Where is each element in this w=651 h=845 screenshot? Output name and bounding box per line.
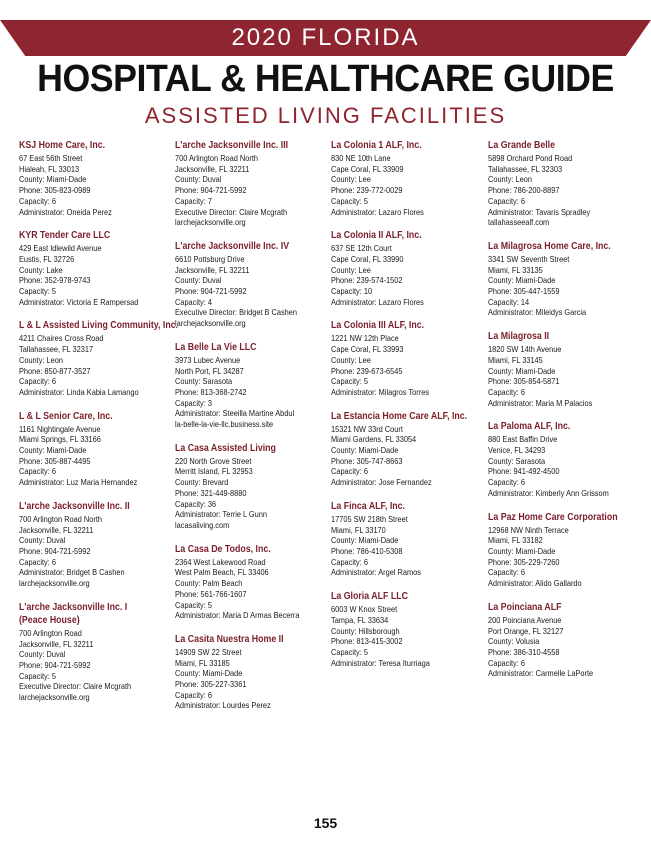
facility-detail-line: 6003 W Knox Street bbox=[331, 604, 398, 615]
facility-detail-line: Administrator: Argel Ramos bbox=[331, 567, 421, 578]
facility-entry bbox=[331, 591, 483, 668]
facility-name: KYR Tender Care LLC bbox=[19, 230, 111, 242]
facility-name: La Casita Nuestra Home II bbox=[175, 633, 284, 645]
listing-column-2 bbox=[175, 140, 327, 724]
facility-name: La Finca ALF, Inc. bbox=[331, 500, 406, 512]
facility-name: L'arche Jacksonville Inc. II bbox=[19, 500, 130, 512]
facility-detail-line: Phone: 786-410-5308 bbox=[331, 545, 403, 556]
facility-detail-line: Capacity: 14 bbox=[488, 296, 530, 307]
facility-detail-line: Tallahassee, FL 32303 bbox=[488, 163, 563, 174]
facility-detail-line: Phone: 904-721-5992 bbox=[19, 659, 91, 670]
facility-entry bbox=[488, 512, 640, 589]
facility-detail-line: larchejacksonville.org bbox=[19, 692, 90, 703]
facility-detail-line: Capacity: 6 bbox=[488, 657, 525, 668]
facility-entry bbox=[488, 602, 640, 679]
facility-detail-line: County: Duval bbox=[175, 275, 222, 286]
listing-column-1 bbox=[19, 140, 179, 716]
facility-detail-line: County: Miami-Dade bbox=[19, 445, 87, 456]
facility-detail-line: Miami, FL 33182 bbox=[488, 535, 543, 546]
facility-detail-line: Capacity: 7 bbox=[175, 195, 212, 206]
facility-detail-line: County: Miami-Dade bbox=[331, 535, 399, 546]
facility-name: KSJ Home Care, Inc. bbox=[19, 140, 106, 151]
facility-detail-line: Executive Director: Bridget B Cashen bbox=[175, 307, 298, 318]
facility-name: L & L Assisted Living Community, Inc. bbox=[19, 320, 179, 332]
facility-detail-line: 880 East Baffin Drive bbox=[488, 434, 558, 445]
facility-detail-line: 6610 Pottsburg Drive bbox=[175, 253, 245, 264]
facility-name: La Casa De Todos, Inc. bbox=[175, 543, 271, 555]
facility-entry bbox=[488, 331, 640, 408]
facility-detail-line: Hialeah, FL 33013 bbox=[19, 163, 80, 174]
facility-entry bbox=[19, 320, 179, 397]
facility-detail-line: Phone: 352-978-9743 bbox=[19, 275, 91, 286]
facility-detail-line: 200 Poinciana Avenue bbox=[488, 614, 562, 625]
facility-detail-line: County: Sarasota bbox=[175, 376, 233, 387]
facility-name: La Gloria ALF LLC bbox=[331, 591, 408, 603]
facility-entry bbox=[488, 140, 640, 228]
facility-entry bbox=[175, 342, 327, 430]
facility-name: La Casa Assisted Living bbox=[175, 442, 276, 454]
facility-detail-line: Administrator: Lazaro Flores bbox=[331, 296, 424, 307]
facility-detail-line: 15321 NW 33rd Court bbox=[331, 423, 403, 434]
facility-detail-line: Miami, FL 33170 bbox=[331, 524, 386, 535]
facility-detail-line: Capacity: 6 bbox=[19, 466, 56, 477]
facility-name: L & L Senior Care, Inc. bbox=[19, 410, 113, 422]
facility-entry bbox=[19, 230, 171, 307]
facility-detail-line: Phone: 305-229-7260 bbox=[488, 556, 560, 567]
listing-column-4 bbox=[488, 140, 640, 692]
facility-detail-line: Phone: 305-227-3361 bbox=[175, 679, 247, 690]
facility-detail-line: lacasaliving.com bbox=[175, 519, 230, 530]
facility-name: La Colonia III ALF, Inc. bbox=[331, 320, 425, 332]
facility-entry bbox=[331, 230, 483, 307]
facility-detail-line: Administrator: Maria M Palacios bbox=[488, 397, 593, 408]
facility-detail-line: County: Miami-Dade bbox=[488, 365, 556, 376]
facility-detail-line: Capacity: 6 bbox=[331, 466, 368, 477]
facility-detail-line: County: Duval bbox=[19, 535, 66, 546]
facility-detail-line: Capacity: 5 bbox=[331, 376, 368, 387]
facility-detail-line: 700 Arlington Road North bbox=[175, 153, 259, 163]
facility-entry bbox=[331, 140, 483, 217]
facility-detail-line: Cape Coral, FL 33993 bbox=[331, 344, 404, 355]
facility-detail-line: Capacity: 10 bbox=[331, 286, 373, 297]
facility-detail-line: County: Lee bbox=[331, 264, 371, 275]
facility-detail-line: Miami Gardens, FL 33054 bbox=[331, 434, 417, 445]
facility-detail-line: Phone: 813-368-2742 bbox=[175, 386, 247, 397]
facility-detail-line: la-belle-la-vie-llc.business.site bbox=[175, 419, 274, 430]
facility-detail-line: County: Brevard bbox=[175, 477, 229, 488]
facility-detail-line: 3341 SW Seventh Street bbox=[488, 253, 570, 264]
facility-name: La Grande Belle bbox=[488, 140, 556, 151]
facility-entry bbox=[19, 140, 171, 217]
facility-detail-line: Capacity: 6 bbox=[175, 689, 212, 700]
facility-detail-line: Capacity: 5 bbox=[19, 286, 56, 297]
facility-detail-line: Administrator: Kimberly Ann Grissom bbox=[488, 487, 609, 498]
facility-detail-line: County: Lee bbox=[331, 354, 371, 365]
facility-detail-line: 429 East Idlewild Avenue bbox=[19, 243, 102, 254]
facility-detail-line: 700 Arlington Road North bbox=[19, 513, 103, 524]
facility-detail-line: Capacity: 5 bbox=[19, 670, 56, 681]
facility-detail-line: Phone: 321-449-8880 bbox=[175, 487, 247, 498]
facility-detail-line: 220 North Grove Street bbox=[175, 455, 252, 466]
facility-entry bbox=[331, 501, 483, 578]
facility-detail-line: Capacity: 5 bbox=[331, 646, 368, 657]
facility-detail-line: Phone: 561-766-1607 bbox=[175, 588, 247, 599]
facility-detail-line: Tallahassee, FL 32317 bbox=[19, 344, 94, 355]
facility-name: La Milagrosa Home Care, Inc. bbox=[488, 240, 611, 252]
facility-detail-line: Administrator: Alido Gallardo bbox=[488, 578, 582, 589]
facility-detail-line: County: Miami-Dade bbox=[488, 545, 556, 556]
facility-detail-line: 5898 Orchard Pond Road bbox=[488, 153, 573, 163]
facility-detail-line: Executive Director: Claire Mcgrath bbox=[19, 681, 132, 692]
facility-detail-line: West Palm Beach, FL 33406 bbox=[175, 567, 269, 578]
facility-entry bbox=[175, 443, 327, 531]
facility-name: L'arche Jacksonville Inc. I bbox=[19, 601, 128, 613]
facility-entry bbox=[19, 602, 171, 703]
facility-detail-line: Miami, FL 33145 bbox=[488, 354, 543, 365]
facility-detail-line: Phone: 239-673-6545 bbox=[331, 365, 403, 376]
facility-detail-line: Administrator: Tavaris Spradley bbox=[488, 206, 591, 217]
facility-detail-line: Capacity: 6 bbox=[488, 567, 525, 578]
facility-detail-line: Phone: 386-310-4558 bbox=[488, 646, 560, 657]
facility-detail-line: County: Volusia bbox=[488, 636, 540, 647]
facility-detail-line: Executive Director: Claire Mcgrath bbox=[175, 206, 288, 217]
facility-detail-line: Administrator: Victoria E Rampersad bbox=[19, 296, 139, 307]
facility-detail-line: Phone: 904-721-5992 bbox=[175, 286, 247, 297]
facility-detail-line: 2364 West Lakewood Road bbox=[175, 556, 266, 567]
facility-detail-line: Phone: 305-854-5871 bbox=[488, 376, 560, 387]
facility-entry bbox=[331, 320, 483, 397]
facility-detail-line: Cape Coral, FL 33990 bbox=[331, 253, 404, 264]
facility-detail-line: tallahasseealf.com bbox=[488, 217, 550, 228]
facility-detail-line: Eustis, FL 32726 bbox=[19, 253, 75, 264]
facility-detail-line: 830 NE 10th Lane bbox=[331, 153, 391, 163]
facility-detail-line: Miami Springs, FL 33166 bbox=[19, 434, 101, 445]
facility-detail-line: larchejacksonville.org bbox=[19, 578, 90, 589]
facility-detail-line: County: Duval bbox=[175, 174, 222, 185]
facility-detail-line: County: Leon bbox=[488, 174, 532, 185]
facility-detail-line: Capacity: 6 bbox=[19, 195, 56, 206]
facility-entry bbox=[175, 634, 327, 711]
facility-entry bbox=[488, 241, 640, 318]
facility-detail-line: Capacity: 6 bbox=[19, 376, 56, 387]
facility-detail-line: Administrator: Maria D Armas Becerra bbox=[175, 610, 300, 621]
facility-detail-line: Administrator: Jose Fernandez bbox=[331, 477, 432, 488]
facility-detail-line: Miami, FL 33135 bbox=[488, 264, 543, 275]
facility-entry bbox=[19, 501, 171, 589]
facility-detail-line: County: Lake bbox=[19, 264, 63, 275]
facility-detail-line: Phone: 904-721-5992 bbox=[19, 545, 91, 556]
facility-detail-line: Phone: 305-887-4495 bbox=[19, 455, 91, 466]
facility-detail-line: Cape Coral, FL 33909 bbox=[331, 163, 404, 174]
facility-detail-line: Capacity: 3 bbox=[175, 397, 212, 408]
facility-detail-line: Capacity: 5 bbox=[175, 599, 212, 610]
facility-detail-line: North Port, FL 34287 bbox=[175, 365, 244, 376]
facility-detail-line: Capacity: 6 bbox=[488, 477, 525, 488]
facility-detail-line: Capacity: 36 bbox=[175, 498, 217, 509]
facility-detail-line: Administrator: Linda Kabia Lamango bbox=[19, 386, 139, 397]
facility-detail-line: Phone: 813-415-3002 bbox=[331, 636, 403, 647]
facility-entry bbox=[19, 411, 171, 488]
facility-detail-line: 3973 Lubec Avenue bbox=[175, 354, 241, 365]
facility-detail-line: 1820 SW 14th Avenue bbox=[488, 344, 562, 355]
facility-detail-line: Administrator: Milagros Torres bbox=[331, 386, 430, 397]
facility-detail-line: County: Miami-Dade bbox=[488, 275, 556, 286]
facility-name: La Colonia II ALF, Inc. bbox=[331, 230, 422, 242]
facility-detail-line: larchejacksonville.org bbox=[175, 217, 246, 228]
facility-detail-line: County: Hillsborough bbox=[331, 625, 400, 636]
facility-entry bbox=[175, 544, 327, 621]
facility-entry bbox=[175, 140, 327, 228]
facility-detail-line: Miami, FL 33185 bbox=[175, 657, 230, 668]
facility-detail-line: County: Miami-Dade bbox=[19, 174, 87, 185]
facility-detail-line: Phone: 850-877-3527 bbox=[19, 365, 91, 376]
facility-detail-line: Phone: 941-492-4500 bbox=[488, 466, 560, 477]
facility-detail-line: Phone: 305-747-8663 bbox=[331, 455, 403, 466]
banner-title: 2020 FLORIDA bbox=[231, 24, 420, 51]
facility-name: La Paz Home Care Corporation bbox=[488, 511, 618, 523]
facility-detail-line: Administrator: Luz Maria Hernandez bbox=[19, 477, 138, 488]
facility-entry bbox=[488, 421, 640, 498]
facility-name-subtitle: (Peace House) bbox=[19, 614, 80, 626]
facility-detail-line: County: Palm Beach bbox=[175, 578, 243, 589]
facility-detail-line: Administrator: Steeilla Martine Abdul bbox=[175, 408, 295, 419]
facility-detail-line: Administrator: Teresa Iturriaga bbox=[331, 657, 430, 668]
facility-detail-line: larchejacksonville.org bbox=[175, 318, 246, 329]
facility-detail-line: 1161 Nightingale Avenue bbox=[19, 423, 101, 434]
facility-detail-line: County: Miami-Dade bbox=[175, 668, 243, 679]
facility-detail-line: Capacity: 6 bbox=[19, 556, 56, 567]
facility-entry bbox=[331, 411, 483, 488]
facility-detail-line: Port Orange, FL 32127 bbox=[488, 625, 564, 636]
facility-detail-line: Administrator: Lourdes Perez bbox=[175, 700, 271, 711]
facility-detail-line: County: Sarasota bbox=[488, 455, 546, 466]
facility-name: La Milagrosa II bbox=[488, 331, 550, 343]
facility-detail-line: 1221 NW 12th Place bbox=[331, 333, 399, 344]
facility-name: La Colonia 1 ALF, Inc. bbox=[331, 140, 422, 151]
facility-detail-line: Administrator: Lazaro Flores bbox=[331, 206, 424, 217]
facility-entry bbox=[175, 241, 327, 329]
facility-detail-line: Merritt Island, FL 32953 bbox=[175, 466, 253, 477]
facility-detail-line: County: Duval bbox=[19, 649, 66, 660]
facility-detail-line: Administrator: Bridget B Cashen bbox=[19, 567, 125, 578]
facility-name: La Estancia Home Care ALF, Inc. bbox=[331, 410, 468, 422]
page-title: HOSPITAL & HEALTHCARE GUIDE bbox=[37, 58, 614, 100]
facility-detail-line: Venice, FL 34293 bbox=[488, 445, 546, 456]
facility-detail-line: 4211 Chaires Cross Road bbox=[19, 333, 104, 344]
page-number: 155 bbox=[313, 815, 338, 831]
facility-detail-line: 700 Arlington Road bbox=[19, 627, 82, 638]
facility-detail-line: Capacity: 4 bbox=[175, 296, 212, 307]
facility-name: La Paloma ALF, Inc. bbox=[488, 421, 571, 433]
facility-detail-line: Administrator: Carmelle LaPorte bbox=[488, 668, 594, 679]
facility-detail-line: Administrator: Oneida Perez bbox=[19, 206, 112, 217]
facility-detail-line: Phone: 786-200-8897 bbox=[488, 185, 560, 196]
facility-detail-line: Phone: 239-772-0029 bbox=[331, 185, 403, 196]
facility-detail-line: Jacksonville, FL 32211 bbox=[19, 524, 94, 535]
facility-name: La Poinciana ALF bbox=[488, 601, 562, 613]
facility-detail-line: County: Leon bbox=[19, 354, 63, 365]
facility-name: L'arche Jacksonville Inc. III bbox=[175, 140, 289, 151]
facility-detail-line: 12968 NW Ninth Terrace bbox=[488, 524, 569, 535]
facility-detail-line: Capacity: 6 bbox=[488, 195, 525, 206]
facility-detail-line: Phone: 239-574-1502 bbox=[331, 275, 403, 286]
facility-detail-line: Jacksonville, FL 32211 bbox=[175, 264, 250, 275]
facility-detail-line: 17705 SW 218th Street bbox=[331, 513, 408, 524]
section-subtitle: ASSISTED LIVING FACILITIES bbox=[144, 103, 507, 128]
facility-detail-line: Phone: 305-823-0989 bbox=[19, 185, 91, 196]
facility-detail-line: Phone: 305-447-1559 bbox=[488, 286, 560, 297]
facility-detail-line: County: Lee bbox=[331, 174, 371, 185]
facility-detail-line: Capacity: 6 bbox=[488, 386, 525, 397]
facility-detail-line: Capacity: 5 bbox=[331, 195, 368, 206]
facility-detail-line: Administrator: Terrie L Gunn bbox=[175, 509, 268, 520]
facility-detail-line: Administrator: Mileidys Garcia bbox=[488, 307, 587, 318]
facility-detail-line: County: Miami-Dade bbox=[331, 445, 399, 456]
facility-detail-line: 67 East 56th Street bbox=[19, 153, 83, 163]
facility-detail-line: 637 SE 12th Court bbox=[331, 243, 392, 254]
facility-detail-line: 14909 SW 22 Street bbox=[175, 646, 242, 657]
facility-detail-line: Phone: 904-721-5992 bbox=[175, 185, 247, 196]
facility-detail-line: Jacksonville, FL 32211 bbox=[19, 638, 94, 649]
facility-name: L'arche Jacksonville Inc. IV bbox=[175, 240, 290, 252]
listing-column-3 bbox=[331, 140, 483, 681]
facility-detail-line: Capacity: 6 bbox=[331, 556, 368, 567]
facility-detail-line: Jacksonville, FL 32211 bbox=[175, 163, 250, 174]
facility-detail-line: Tampa, FL 33634 bbox=[331, 614, 389, 625]
facility-name: La Belle La Vie LLC bbox=[175, 341, 257, 353]
